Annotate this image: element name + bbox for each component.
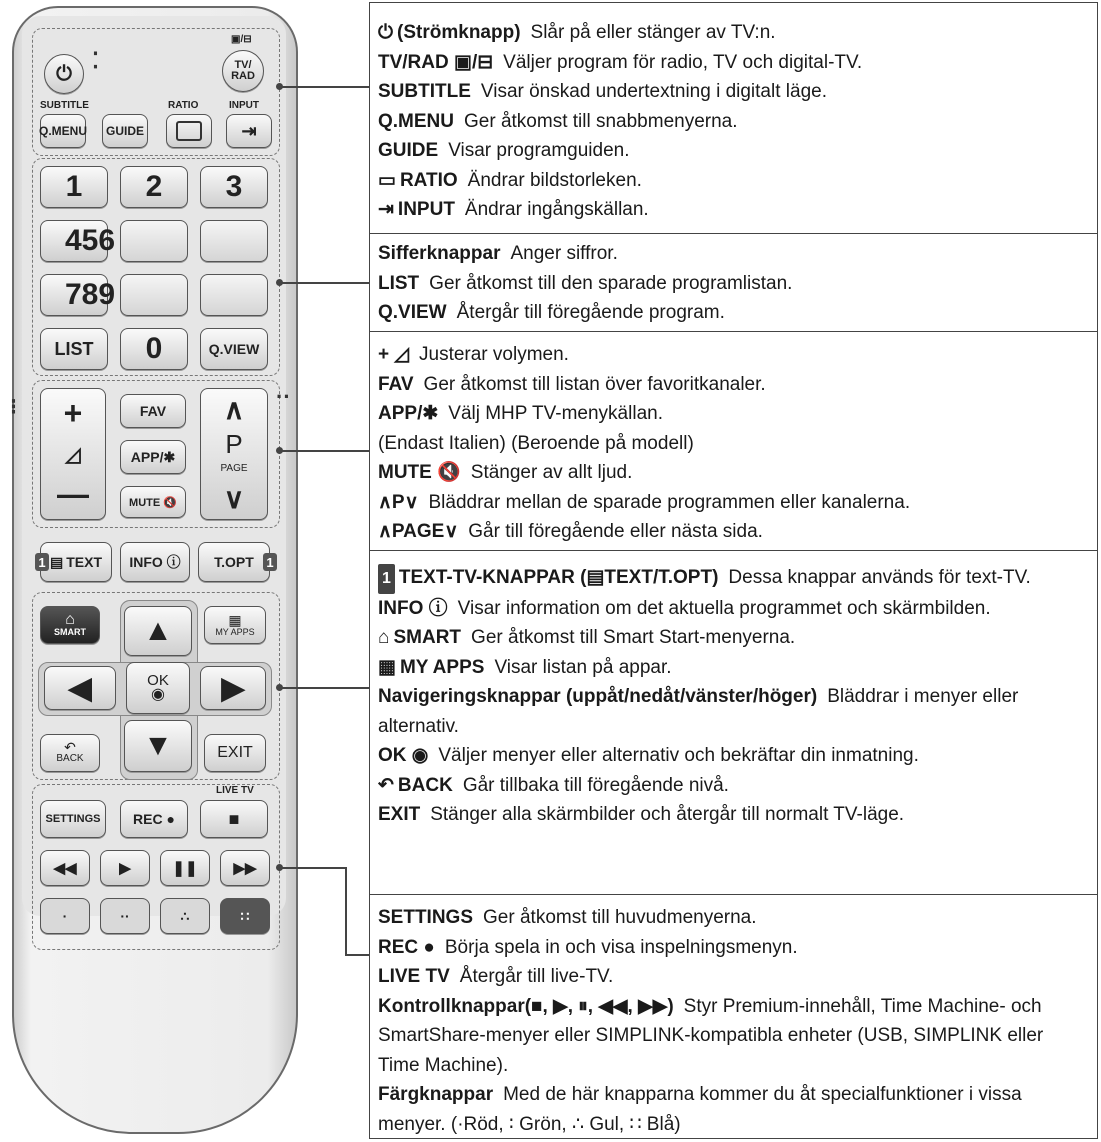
description-text: Stänger alla skärmbilder och återgår till normalt TV-läge. (430, 804, 905, 825)
description-text: Börja spela in och visa inspelningsmenyn. (444, 936, 798, 958)
description-term: FAV (378, 373, 414, 395)
description-line (378, 458, 1089, 488)
description-text: Slår på eller stänger av TV:n. (530, 22, 776, 43)
description-symbol: ↶ (378, 774, 394, 796)
section-navigation (370, 551, 1097, 895)
description-text: Ger åtkomst till listan över favoritkanaler. (423, 373, 766, 395)
smart-button[interactable] (40, 606, 100, 644)
description-term: GUIDE (378, 140, 439, 161)
connector-5c (345, 954, 369, 956)
nav-left-button[interactable]: ◀ (44, 666, 116, 710)
description-line (378, 18, 1089, 48)
description-text: Ger åtkomst till den sparade programlistan. (429, 272, 793, 294)
description-term: SUBTITLE (378, 81, 471, 102)
description-text: Ändrar bildstorleken. (467, 169, 642, 191)
guide-button[interactable]: GUIDE (102, 114, 148, 148)
topt-button[interactable] (198, 542, 274, 582)
remote-control (0, 0, 310, 1142)
description-text: Går till föregående eller nästa sida. (468, 521, 763, 542)
description-term: SMART (393, 627, 462, 648)
rec-button[interactable]: REC ● (120, 800, 188, 838)
description-line (378, 741, 1089, 771)
description-term: MY APPS (399, 656, 485, 678)
pause-icon: ❚❚ (172, 860, 198, 877)
description-line (378, 623, 1089, 653)
num-5-button[interactable] (120, 220, 188, 262)
description-text: Visar information om det aktuella programmet och skärmbilden. (457, 597, 991, 619)
description-line (378, 77, 1089, 107)
description-text: Visar önskad undertextning i digitalt läge. (480, 81, 827, 102)
description-text: Ändrar ingångskällan. (464, 199, 649, 220)
input-label: INPUT (229, 100, 259, 111)
description-term: LIST (378, 272, 420, 294)
description-line (378, 370, 1089, 400)
power-button[interactable]: ⏻ (44, 54, 84, 94)
description-line (378, 166, 1089, 196)
num-2-button[interactable]: 2 (120, 166, 188, 208)
topt-label: T.OPT (214, 554, 254, 570)
info-button[interactable]: INFO ⓘ (120, 542, 190, 582)
red-dots-icon: · (62, 908, 68, 924)
tvrad-button[interactable]: TV/ RAD (222, 50, 264, 92)
myapps-icon: ▦ (228, 612, 242, 628)
description-text: Justerar volymen. (419, 344, 569, 365)
description-term: EXIT (378, 804, 421, 825)
description-term: APP/✱ (378, 403, 439, 424)
left-dots: ⁝ (10, 394, 17, 419)
myapps-label: MY APPS (215, 627, 255, 637)
description-term: Kontrollknappar(■, ▶, ⏸, ◀◀, ▶▶) (378, 995, 674, 1017)
text-button[interactable] (40, 542, 112, 582)
num-0-button[interactable]: 0 (120, 328, 188, 370)
num-9-button[interactable] (200, 274, 268, 316)
nav-right-button[interactable]: ▶ (200, 666, 266, 710)
description-term: OK ◉ (378, 745, 429, 766)
description-line (378, 1080, 1089, 1139)
blue-dots-icon: ∷ (240, 907, 250, 924)
description-term: TEXT-TV-KNAPPAR (▤TEXT/T.OPT) (398, 567, 719, 588)
description-text: Dessa knappar används för text-TV. (728, 567, 1031, 588)
section-numbers (370, 234, 1097, 332)
ok-button[interactable] (126, 662, 190, 714)
ratio-icon (176, 121, 202, 141)
description-line (378, 800, 1089, 830)
topt-badge: 1 (263, 553, 277, 571)
description-text: Ger åtkomst till snabbmenyerna. (464, 110, 738, 132)
description-table (369, 2, 1098, 1139)
connector-2 (280, 282, 369, 284)
play-icon: ▶ (119, 860, 131, 877)
text-label: TEXT (66, 554, 102, 570)
description-term: Sifferknappar (378, 243, 501, 264)
description-term: MUTE 🔇 (378, 462, 461, 483)
pause-button[interactable] (160, 850, 210, 886)
description-line (378, 517, 1089, 547)
num-4-button[interactable]: 456 (40, 220, 108, 262)
page-label: PAGE (220, 462, 248, 474)
description-term: Q.VIEW (378, 302, 447, 323)
description-text: Bläddrar mellan de sparade programmen eller kanalerna. (428, 491, 911, 513)
description-text: (Endast Italien) (Beroende på modell) (378, 432, 694, 454)
description-line (378, 107, 1089, 137)
description-term: + ◿ (378, 344, 409, 365)
description-term: BACK (397, 774, 453, 796)
play-button[interactable] (100, 850, 150, 886)
subtitle-label: SUBTITLE (40, 100, 89, 111)
description-text: Välj MHP TV-menykällan. (448, 403, 663, 424)
tvrad-top-label: ▣/⊟ (231, 34, 252, 45)
green-dots-icon: ·· (120, 908, 130, 924)
description-text: Ger åtkomst till Smart Start-menyerna. (471, 627, 796, 648)
description-text: Ger åtkomst till huvudmenyerna. (483, 907, 757, 928)
description-line (378, 771, 1089, 801)
ratio-label: RATIO (168, 100, 199, 111)
exit-button[interactable]: EXIT (204, 734, 266, 772)
description-line (378, 136, 1089, 166)
description-symbol: ▦ (378, 656, 396, 678)
description-symbol: ⌂ (378, 627, 390, 648)
description-line (378, 239, 1089, 269)
section-controls (370, 895, 1097, 1140)
description-symbol: 1 (378, 564, 395, 594)
description-line (378, 933, 1089, 963)
description-line (378, 195, 1089, 225)
page-down-icon: ∨ (223, 482, 245, 514)
description-line (378, 269, 1089, 299)
description-text: Bläddrar i menyer eller alternativ. (378, 686, 1019, 737)
description-line (378, 48, 1089, 78)
stop-icon: ■ (228, 808, 240, 829)
num-8-button[interactable] (120, 274, 188, 316)
color-red-button[interactable] (40, 898, 90, 934)
right-dots: ·· (276, 384, 291, 409)
description-line (378, 298, 1089, 328)
back-button[interactable] (40, 734, 100, 772)
num-7-button[interactable]: 789 (40, 274, 108, 316)
connector-3 (280, 450, 369, 452)
description-line (378, 682, 1089, 741)
description-line (378, 563, 1089, 594)
description-term: Q.MENU (378, 110, 454, 132)
description-term: INPUT (397, 199, 455, 220)
volume-down-icon: — (57, 476, 89, 512)
description-line (378, 903, 1089, 933)
rewind-icon: ◀◀ (53, 860, 77, 877)
input-button[interactable] (226, 114, 272, 148)
ok-label: OK (147, 672, 169, 689)
volume-up-icon: + (63, 395, 83, 431)
description-term: SETTINGS (378, 907, 474, 928)
ok-icon: ◉ (151, 686, 165, 703)
description-text: Återgår till föregående program. (456, 302, 725, 323)
description-text: Väljer menyer eller alternativ och bekräftar din inmatning. (438, 745, 919, 766)
app-button[interactable]: APP/✱ (120, 440, 186, 474)
description-line (378, 992, 1089, 1081)
section-volume (370, 332, 1097, 551)
description-line (378, 488, 1089, 518)
rewind-button[interactable] (40, 850, 90, 886)
description-symbol: ⏻ (378, 22, 394, 43)
power-dots: ⁚ (92, 48, 99, 73)
color-green-button[interactable] (100, 898, 150, 934)
qview-button[interactable]: Q.VIEW (200, 328, 268, 370)
description-term: INFO ⓘ (378, 597, 448, 619)
nav-up-button[interactable]: ▲ (124, 606, 192, 656)
color-yellow-button[interactable] (160, 898, 210, 934)
livetv-label: LIVE TV (216, 785, 254, 796)
mute-button[interactable]: MUTE 🔇 (120, 486, 186, 518)
forward-button[interactable] (220, 850, 270, 886)
connector-1 (280, 86, 369, 88)
description-line (378, 399, 1089, 429)
list-button[interactable]: LIST (40, 328, 108, 370)
connector-4 (280, 687, 369, 689)
connector-5a (280, 867, 346, 869)
description-term: (Strömknapp) (397, 22, 521, 43)
text-badge: 1 (35, 553, 49, 571)
volume-icon: ◿ (65, 443, 81, 466)
livetv-button[interactable] (200, 800, 268, 838)
smart-label: SMART (54, 627, 86, 637)
home-icon: ⌂ (65, 611, 75, 628)
description-text: Återgår till live-TV. (459, 966, 614, 987)
section-power (370, 3, 1097, 234)
back-label: BACK (56, 753, 84, 764)
color-blue-button[interactable] (220, 898, 270, 934)
nav-down-button[interactable]: ▼ (124, 720, 192, 772)
page-rocker[interactable] (200, 388, 268, 520)
description-text: Visar programguiden. (448, 140, 630, 161)
description-term: Navigeringsknappar (uppåt/nedåt/vänster/höger) (378, 686, 818, 707)
description-term: Färgknappar (378, 1084, 494, 1105)
description-text: Visar listan på appar. (494, 656, 672, 678)
description-line (378, 340, 1089, 370)
ratio-button[interactable] (166, 114, 212, 148)
description-term: RATIO (399, 169, 458, 191)
description-text: Med de här knapparna kommer du åt specialfunktioner i vissa menyer. (·Röd, ∶ Grön, ∴ Gul, ∷ Blå) (378, 1084, 1022, 1135)
description-line (378, 653, 1089, 683)
description-symbol: ▭ (378, 169, 396, 191)
num-3-button[interactable]: 3 (200, 166, 268, 208)
description-term: LIVE TV (378, 966, 450, 987)
qmenu-button[interactable]: Q.MENU (40, 114, 86, 148)
description-line (378, 429, 1089, 459)
description-text: Stänger av allt ljud. (470, 462, 633, 483)
myapps-button[interactable] (204, 606, 266, 644)
description-term: REC ● (378, 936, 435, 958)
description-line (378, 962, 1089, 992)
description-text: Väljer program för radio, TV och digital-TV. (503, 51, 863, 73)
description-symbol: ⇥ (378, 199, 394, 220)
settings-button[interactable]: SETTINGS (40, 800, 106, 838)
description-term: ∧PAGE∨ (378, 521, 459, 542)
num-1-button[interactable]: 1 (40, 166, 108, 208)
volume-rocker[interactable] (40, 388, 106, 520)
num-6-button[interactable] (200, 220, 268, 262)
input-icon: ⇥ (241, 120, 257, 141)
description-text: Anger siffror. (510, 243, 618, 264)
description-term: TV/RAD ▣/⊟ (378, 51, 494, 73)
description-text: Går tillbaka till föregående nivå. (462, 774, 729, 796)
back-icon: ↶ (64, 739, 76, 755)
description-line (378, 594, 1089, 624)
yellow-dots-icon: ∴ (180, 907, 190, 924)
text-icon: ▤ (49, 553, 64, 570)
page-up-icon: ∧ (223, 394, 245, 425)
description-term: ∧P∨ (378, 491, 419, 513)
connector-5b (345, 867, 347, 955)
fav-button[interactable]: FAV (120, 394, 186, 428)
page-p-label: P (225, 429, 243, 460)
forward-icon: ▶▶ (233, 860, 257, 877)
description-text: Styr Premium-innehåll, Time Machine- och SmartShare-menyer eller SIMPLINK-kompatibla enheter (USB, SIMPLINK eller Time Machine). (378, 995, 1044, 1076)
